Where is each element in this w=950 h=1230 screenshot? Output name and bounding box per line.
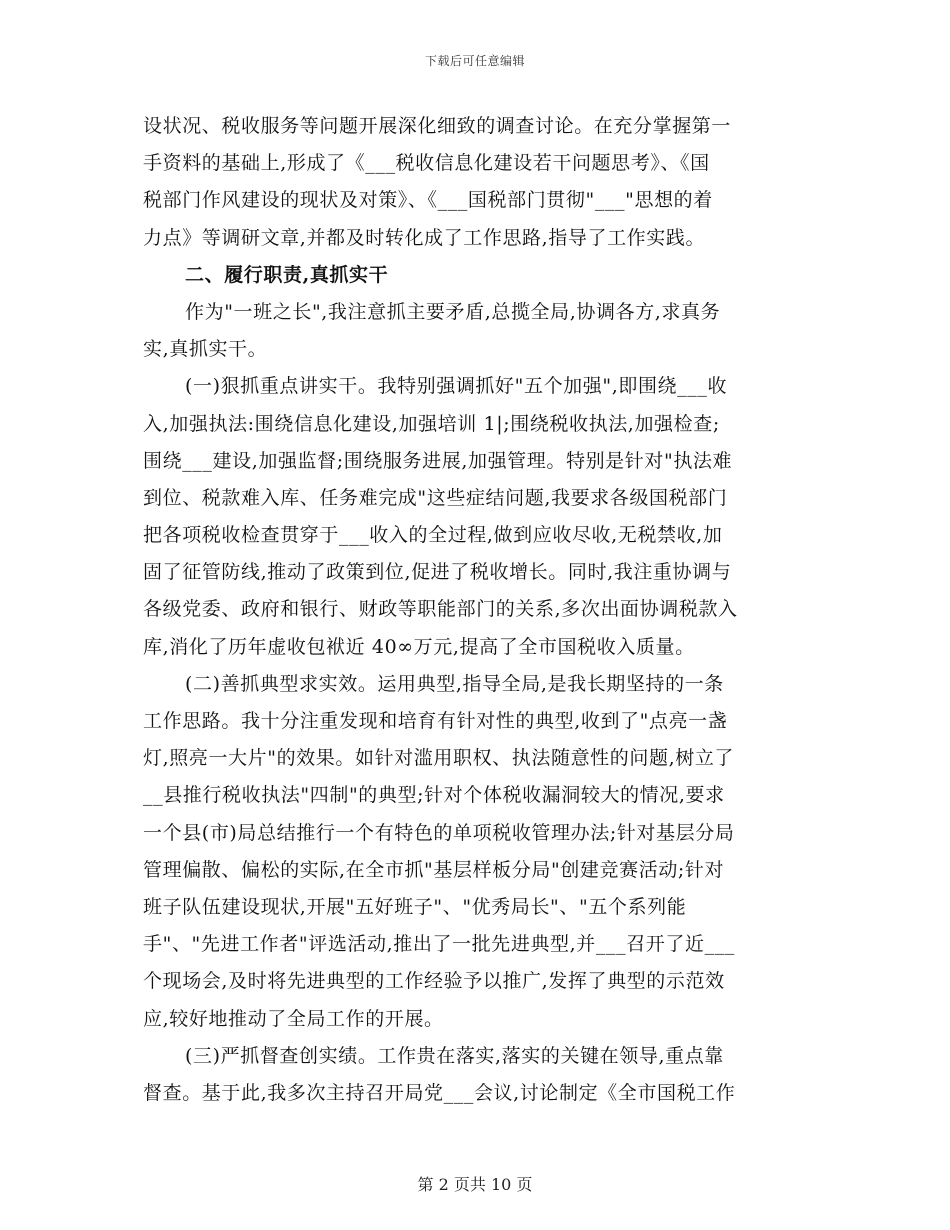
text-line: 灯,照亮一大片"的效果。如针对滥用职权、执法随意性的问题,树立了: [143, 747, 735, 770]
text-line: 设状况、税收服务等问题开展深化细致的调查讨论。在充分掌握第一: [143, 115, 732, 137]
text-line: 个现场会,及时将先进典型的工作经验予以推广,发挥了典型的示范效: [143, 970, 725, 993]
text-line: 入,加强执法:围绕信息化建设,加强培训 1|;围绕税收执法,加强检查;: [143, 412, 720, 435]
text-line: 应,较好地推动了全局工作的开展。: [143, 1007, 444, 1030]
text-line: 管理偏散、偏松的实际,在全市抓"基层样板分局"创建竞赛活动;针对: [143, 858, 725, 881]
text-line: 作为"一班之长",我注意抓主要矛盾,总揽全局,协调各方,求真务: [185, 300, 721, 323]
text-line: (二)善抓典型求实效。运用典型,指导全局,是我长期坚持的一条: [185, 672, 724, 695]
text-line: 班子队伍建设现状,开展"五好班子"、"优秀局长"、"五个系列能: [143, 895, 687, 918]
text-line: 督查。基于此,我多次主持召开局党___会议,讨论制定《全市国税工作: [143, 1081, 736, 1104]
text-line: 围绕___建设,加强监督;围绕服务进展,加强管理。特别是针对"执法难: [143, 449, 733, 472]
text-line: 工作思路。我十分注重发现和培育有针对性的典型,收到了"点亮一盏: [143, 710, 728, 732]
text-line: 手"、"先进工作者"评选活动,推出了一批先进典型,并___召开了近___: [143, 933, 735, 956]
text-line: 税部门作风建设的现状及对策》、《___国税部门贯彻"___"思想的着: [143, 189, 713, 212]
text-line: 手资料的基础上,形成了《___税收信息化建设若干问题思考》、《国: [143, 152, 710, 175]
text-line: 把各项税收检查贯穿于___收入的全过程,做到应收尽收,无税禁收,加: [143, 524, 723, 547]
section-heading: 二、履行职责,真抓实干: [185, 263, 389, 286]
text-line: 库,消化了历年虚收包袱近 40∞万元,提高了全市国税收入质量。: [143, 635, 695, 658]
text-line: 一个县(市)局总结推行一个有特色的单项税收管理办法;针对基层分局: [143, 821, 735, 844]
text-line: 固了征管防线,推动了政策到位,促进了税收增长。同时,我注重协调与: [143, 561, 732, 584]
page-header: 下载后可任意编辑: [424, 54, 525, 68]
text-line: 到位、税款难入库、任务难完成"这些症结问题,我要求各级国税部门: [143, 486, 728, 509]
text-line: __县推行税收执法"四制"的典型;针对个体税收漏洞较大的情况,要求: [143, 784, 725, 807]
text-line: 力点》等调研文章,并都及时转化成了工作思路,指导了工作实践。: [143, 226, 706, 249]
text-line: (三)严抓督查创实绩。工作贵在落实,落实的关键在领导,重点靠: [185, 1044, 724, 1067]
page-footer: 第 2 页共 10 页: [417, 1175, 533, 1194]
text-line: (一)狠抓重点讲实干。我特别强调抓好"五个加强",即围绕___收: [185, 375, 728, 398]
text-line: 实,真抓实干。: [143, 338, 268, 361]
text-line: 各级党委、政府和银行、财政等职能部门的关系,多次出面协调税款入: [143, 598, 738, 621]
body-text: [143, 108, 808, 1112]
